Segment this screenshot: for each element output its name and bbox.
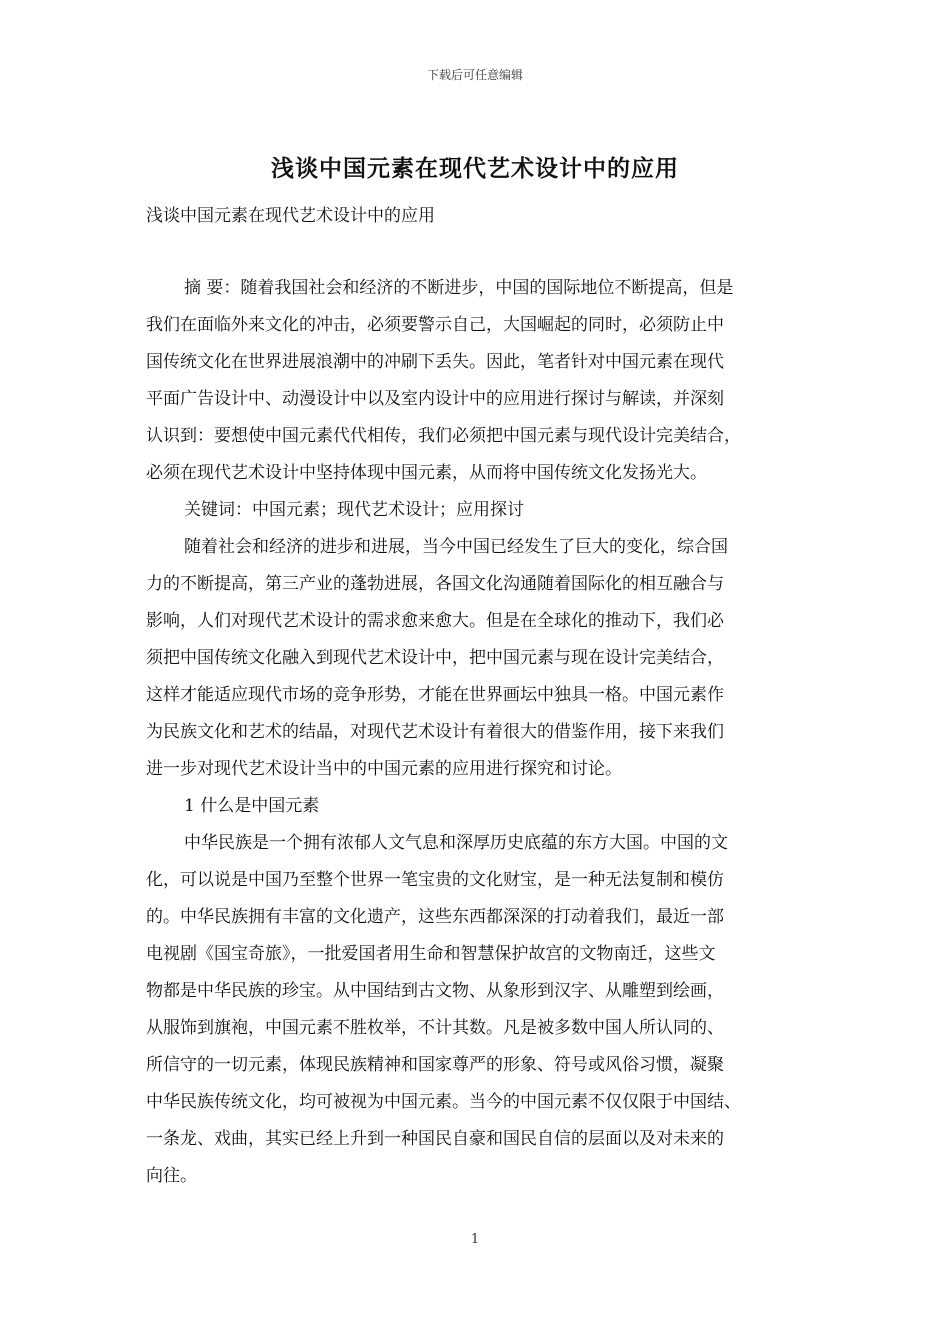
page-number: 1	[470, 1232, 480, 1247]
abstract-line: 国传统文化在世界进展浪潮中的冲刷下丢失。因此，笔者针对中国元素在现代	[146, 352, 724, 372]
paragraph-line: 影响，人们对现代艺术设计的需求愈来愈大。但是在全球化的推动下，我们必	[146, 611, 724, 631]
paragraph-line: 须把中国传统文化融入到现代艺术设计中，把中国元素与现在设计完美结合，	[146, 648, 724, 668]
document-title: 浅谈中国元素在现代艺术设计中的应用	[271, 155, 679, 182]
abstract-line: 摘 要：随着我国社会和经济的不断进步，中国的国际地位不断提高，但是	[184, 278, 734, 298]
document-body	[146, 270, 826, 1195]
paragraph-line: 向往。	[146, 1166, 197, 1186]
keywords-line: 关键词：中国元素；现代艺术设计；应用探讨	[184, 500, 524, 520]
paragraph-line: 中华民族是一个拥有浓郁人文气息和深厚历史底蕴的东方大国。中国的文	[184, 833, 728, 853]
paragraph-line: 的。中华民族拥有丰富的文化遗产，这些东西都深深的打动着我们，最近一部	[146, 907, 724, 927]
paragraph-line: 一条龙、戏曲，其实已经上升到一种国民自豪和国民自信的层面以及对未来的	[146, 1129, 724, 1149]
paragraph-line: 从服饰到旗袍，中国元素不胜枚举，不计其数。凡是被多数中国人所认同的、	[146, 1018, 724, 1038]
abstract-line: 平面广告设计中、动漫设计中以及室内设计中的应用进行探讨与解读，并深刻	[146, 389, 724, 409]
abstract-line: 我们在面临外来文化的冲击，必须要警示自己，大国崛起的同时，必须防止中	[146, 315, 724, 335]
paragraph-line: 这样才能适应现代市场的竞争形势，才能在世界画坛中独具一格。中国元素作	[146, 685, 724, 705]
abstract-line: 必须在现代艺术设计中坚持体现中国元素，从而将中国传统文化发扬光大。	[146, 463, 707, 483]
abstract-line: 认识到：要想使中国元素代代相传，我们必须把中国元素与现代设计完美结合，	[146, 426, 741, 446]
paragraph-line: 进一步对现代艺术设计当中的中国元素的应用进行探究和讨论。	[146, 759, 622, 779]
paragraph-line: 电视剧《国宝奇旅》，一批爱国者用生命和智慧保护故宫的文物南迁，这些文	[146, 944, 716, 964]
paragraph-line: 力的不断提高，第三产业的蓬勃进展，各国文化沟通随着国际化的相互融合与	[146, 574, 724, 594]
paragraph-line: 所信守的一切元素，体现民族精神和国家尊严的形象、符号或风俗习惯，凝聚	[146, 1055, 724, 1075]
paragraph-line: 化，可以说是中国乃至整个世界一笔宝贵的文化财宝，是一种无法复制和模仿	[146, 870, 724, 890]
document-subtitle: 浅谈中国元素在现代艺术设计中的应用	[146, 206, 435, 226]
paragraph-line: 物都是中华民族的珍宝。从中国结到古文物、从象形到汉字、从雕塑到绘画，	[146, 981, 724, 1001]
paragraph-line: 中华民族传统文化，均可被视为中国元素。当今的中国元素不仅仅限于中国结、	[146, 1092, 741, 1112]
paragraph-line: 随着社会和经济的进步和进展，当今中国已经发生了巨大的变化，综合国	[184, 537, 728, 557]
page-header: 下载后可任意编辑	[426, 68, 523, 82]
section-heading: 1 什么是中国元素	[184, 796, 320, 816]
paragraph-line: 为民族文化和艺术的结晶，对现代艺术设计有着很大的借鉴作用，接下来我们	[146, 722, 724, 742]
